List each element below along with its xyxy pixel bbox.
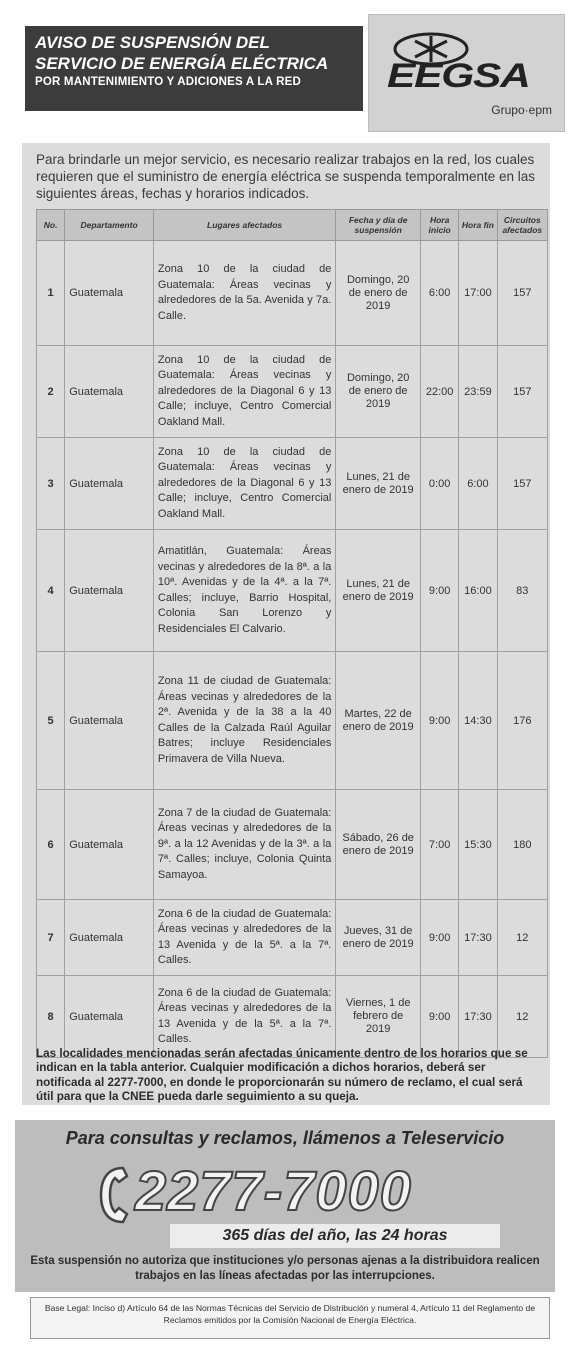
cell-departamento: Guatemala bbox=[65, 790, 154, 900]
cell-circuitos: 157 bbox=[497, 241, 547, 346]
intro-text: Para brindarle un mejor servicio, es necesario realizar trabajos en la red, los cuales requieren que el suministro de energía eléctrica se suspenda temporalmente en las siguientes áreas, fechas y horarios indicados. bbox=[36, 152, 536, 201]
table-row bbox=[37, 530, 548, 652]
cell-hora-inicio: 22:00 bbox=[420, 346, 458, 438]
cell-departamento: Guatemala bbox=[65, 652, 154, 790]
table-row bbox=[37, 652, 548, 790]
logo-text: EEGSA bbox=[387, 57, 530, 95]
header-departamento: Departamento bbox=[65, 210, 154, 241]
cell-departamento: Guatemala bbox=[65, 530, 154, 652]
cell-circuitos: 180 bbox=[497, 790, 547, 900]
cell-hora-fin: 23:59 bbox=[459, 346, 497, 438]
phone-number: 2277-7000 bbox=[135, 1159, 412, 1222]
header bbox=[0, 0, 578, 140]
company-logo bbox=[368, 14, 565, 132]
cell-departamento: Guatemala bbox=[65, 976, 154, 1058]
cell-no: 5 bbox=[37, 652, 65, 790]
service-hours: 365 días del año, las 24 horas bbox=[170, 1224, 500, 1248]
table-row bbox=[37, 241, 548, 346]
contact-heading: Para consultas y reclamos, llámenos a Teleservicio bbox=[65, 1128, 505, 1148]
cell-hora-inicio: 9:00 bbox=[420, 530, 458, 652]
cell-circuitos: 176 bbox=[497, 652, 547, 790]
table-row bbox=[37, 976, 548, 1058]
title-line1: AVISO DE SUSPENSIÓN DEL bbox=[35, 33, 270, 52]
legal-basis: Base Legal: Inciso d) Artículo 64 de las Normas Técnicas del Servicio de Distribución y numeral 4, Artículo 11 del Reglamento de Reclamos emitidos por la Comisión Nacional de Energía Eléctrica. bbox=[30, 1297, 550, 1339]
cell-fecha: Domingo, 20 de enero de 2019 bbox=[336, 241, 421, 346]
cell-no: 6 bbox=[37, 790, 65, 900]
cell-departamento: Guatemala bbox=[65, 900, 154, 976]
cell-hora-fin: 6:00 bbox=[459, 438, 497, 530]
cell-hora-fin: 17:30 bbox=[459, 900, 497, 976]
cell-no: 2 bbox=[37, 346, 65, 438]
cell-circuitos: 157 bbox=[497, 438, 547, 530]
table-row bbox=[37, 346, 548, 438]
cell-lugares: Amatitlán, Guatemala: Áreas vecinas y alrededores de la 8ª. a la 10ª. Avenidas y de la 4ª. a la 7ª. Calles; incluye, Barrio Hospital, Colonia San Lorenzo y Residenciales El Calvario. bbox=[153, 530, 335, 652]
cell-hora-inicio: 9:00 bbox=[420, 900, 458, 976]
cell-hora-inicio: 9:00 bbox=[420, 976, 458, 1058]
header-no: No. bbox=[37, 210, 65, 241]
cell-hora-fin: 17:00 bbox=[459, 241, 497, 346]
cell-fecha: Lunes, 21 de enero de 2019 bbox=[336, 438, 421, 530]
cell-circuitos: 157 bbox=[497, 346, 547, 438]
cell-hora-fin: 15:30 bbox=[459, 790, 497, 900]
cell-lugares: Zona 10 de la ciudad de Guatemala: Áreas vecinas y alrededores de la 5a. Avenida y 7a. Calle. bbox=[153, 241, 335, 346]
cell-hora-inicio: 6:00 bbox=[420, 241, 458, 346]
table-row bbox=[37, 900, 548, 976]
cell-fecha: Martes, 22 de enero de 2019 bbox=[336, 652, 421, 790]
cell-fecha: Sábado, 26 de enero de 2019 bbox=[336, 790, 421, 900]
cell-hora-fin: 16:00 bbox=[459, 530, 497, 652]
contact-banner bbox=[15, 1120, 555, 1292]
cell-fecha: Jueves, 31 de enero de 2019 bbox=[336, 900, 421, 976]
phone-icon bbox=[97, 1164, 131, 1226]
schedule-table bbox=[36, 209, 548, 1058]
cell-hora-fin: 14:30 bbox=[459, 652, 497, 790]
cell-no: 8 bbox=[37, 976, 65, 1058]
header-fecha: Fecha y día de suspensión bbox=[336, 210, 421, 241]
cell-departamento: Guatemala bbox=[65, 241, 154, 346]
notice-text: Las localidades mencionadas serán afectadas únicamente dentro de los horarios que se indican en la tabla anterior. Cualquier modificación a dichos horarios, deberá ser notificada al 2277-7000, en donde le proporcionarán su número de reclamo, el cual será útil para que la CNEE pueda darle seguimiento a su queja. bbox=[36, 1047, 528, 1103]
cell-fecha: Domingo, 20 de enero de 2019 bbox=[336, 346, 421, 438]
title-line2: SERVICIO DE ENERGÍA ELÉCTRICA bbox=[35, 54, 329, 73]
cell-no: 1 bbox=[37, 241, 65, 346]
cell-lugares: Zona 7 de la ciudad de Guatemala: Áreas vecinas y alrededores de la 9ª. a la 12 Avenidas y de la 3ª. a la 7ª. Calles; incluye, Colonia Quinta Samayoa. bbox=[153, 790, 335, 900]
cell-hora-fin: 17:30 bbox=[459, 976, 497, 1058]
table-row bbox=[37, 790, 548, 900]
logo-subtitle: Grupo·epm bbox=[491, 103, 552, 117]
table-row bbox=[37, 438, 548, 530]
disclaimer-text: Esta suspensión no autoriza que instituciones y/o personas ajenas a la distribuidora realicen trabajos en las líneas afectadas por las interrupciones. bbox=[30, 1255, 540, 1282]
cell-circuitos: 12 bbox=[497, 900, 547, 976]
cell-lugares: Zona 11 de ciudad de Guatemala: Áreas vecinas y alrededores de la 2ª. Avenida y de la 38 a la 40 Calles de la Calzada Raúl Aguilar Batres; incluye Residenciales Primavera de Villa Nueva. bbox=[153, 652, 335, 790]
table-header-row bbox=[37, 210, 548, 241]
header-hora-fin: Hora fin bbox=[459, 210, 497, 241]
cell-departamento: Guatemala bbox=[65, 438, 154, 530]
cell-lugares: Zona 10 de la ciudad de Guatemala: Áreas vecinas y alrededores de la Diagonal 6 y 13 Calle; incluye, Centro Comercial Oakland Mall. bbox=[153, 438, 335, 530]
cell-hora-inicio: 9:00 bbox=[420, 652, 458, 790]
cell-lugares: Zona 6 de la ciudad de Guatemala: Áreas vecinas y alrededores de la 13 Avenida y de la 5ª. a la 7ª. Calles. bbox=[153, 900, 335, 976]
cell-no: 3 bbox=[37, 438, 65, 530]
header-hora-inicio: Hora inicio bbox=[420, 210, 458, 241]
cell-circuitos: 12 bbox=[497, 976, 547, 1058]
header-lugares: Lugares afectados bbox=[153, 210, 335, 241]
title-line3: POR MANTENIMIENTO Y ADICIONES A LA RED bbox=[35, 76, 301, 88]
cell-fecha: Lunes, 21 de enero de 2019 bbox=[336, 530, 421, 652]
cell-lugares: Zona 10 de la ciudad de Guatemala: Áreas vecinas y alrededores de la Diagonal 6 y 13 Calle; incluye, Centro Comercial Oakland Mall. bbox=[153, 346, 335, 438]
cell-hora-inicio: 7:00 bbox=[420, 790, 458, 900]
notice-panel bbox=[22, 143, 550, 1105]
cell-circuitos: 83 bbox=[497, 530, 547, 652]
cell-fecha: Viernes, 1 de febrero de 2019 bbox=[336, 976, 421, 1058]
cell-no: 7 bbox=[37, 900, 65, 976]
notice-title-box bbox=[25, 26, 363, 111]
cell-departamento: Guatemala bbox=[65, 346, 154, 438]
cell-lugares: Zona 6 de la ciudad de Guatemala: Áreas vecinas y alrededores de la 13 Avenida y de la 5ª. a la 7ª. Calles. bbox=[153, 976, 335, 1058]
cell-no: 4 bbox=[37, 530, 65, 652]
cell-hora-inicio: 0:00 bbox=[420, 438, 458, 530]
header-circuitos: Circuitos afectados bbox=[497, 210, 547, 241]
